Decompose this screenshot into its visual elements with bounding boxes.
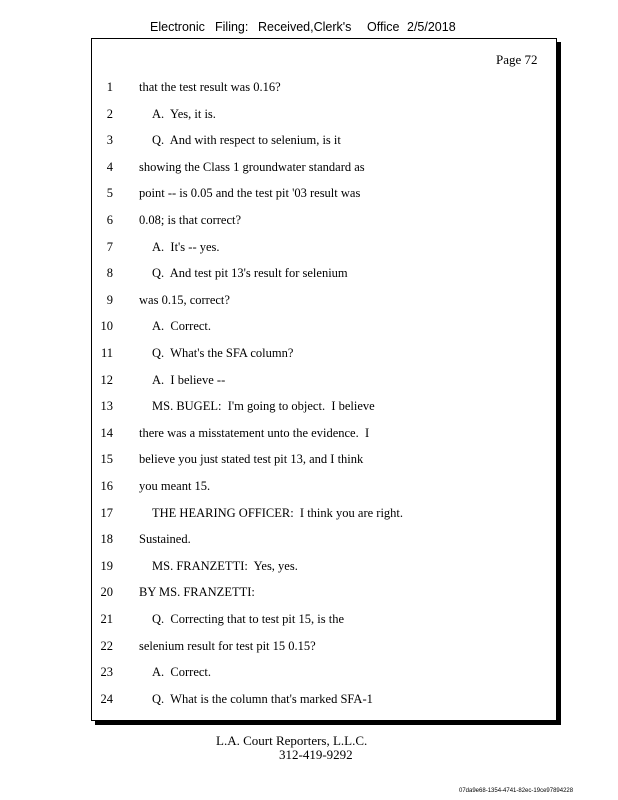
transcript-line — [92, 506, 556, 524]
transcript-line — [92, 532, 556, 550]
line-number: 16 — [100, 479, 113, 493]
transcript-line — [92, 373, 556, 391]
transcript-line — [92, 665, 556, 683]
line-text: Q. What is the column that's marked SFA-1 — [152, 691, 373, 706]
line-text: there was a misstatement unto the evidence. I — [139, 425, 370, 440]
header-word-filing: Filing: — [215, 20, 249, 34]
line-text: Q. And with respect to selenium, is it — [152, 133, 341, 148]
line-number: 4 — [106, 159, 113, 174]
line-text: believe you just stated test pit 13, and I think — [139, 452, 364, 467]
line-text: MS. BUGEL: I'm going to object. I believe — [152, 399, 375, 414]
transcript-line — [92, 213, 556, 231]
line-text: BY MS. FRANZETTI: — [139, 585, 255, 600]
line-number: 17 — [100, 505, 113, 520]
line-number: 18 — [100, 532, 113, 547]
line-number: 12 — [100, 372, 113, 387]
header-word-received: Received,Clerk's — [258, 20, 352, 34]
line-text: Q. What's the SFA column? — [152, 346, 294, 360]
transcript-line — [92, 612, 556, 630]
transcript-line — [92, 639, 556, 657]
line-number: 22 — [100, 638, 113, 653]
footer-company: L.A. Court Reporters, L.L.C. — [216, 733, 368, 748]
line-text: Q. And test pit 13's result for selenium — [152, 266, 348, 281]
line-text: was 0.15, correct? — [139, 292, 230, 307]
line-text: THE HEARING OFFICER: I think you are right. — [152, 505, 404, 520]
transcript-line — [92, 160, 556, 178]
line-text: you meant 15. — [139, 479, 211, 493]
line-number: 13 — [100, 399, 113, 414]
transcript-line — [92, 559, 556, 577]
transcript-line — [92, 452, 556, 470]
line-number: 24 — [100, 691, 113, 706]
line-number: 23 — [100, 665, 113, 680]
transcript-line — [92, 293, 556, 311]
transcript-line — [92, 426, 556, 444]
footer-phone: 312-419-9292 — [279, 747, 353, 762]
electronic-filing-header — [0, 20, 618, 36]
transcript-line — [92, 692, 556, 710]
line-number: 3 — [106, 133, 113, 148]
transcript-line — [92, 240, 556, 258]
page-number: Page 72 — [496, 52, 538, 67]
transcript-line — [92, 319, 556, 337]
transcript-page — [91, 38, 557, 721]
line-number: 6 — [106, 213, 113, 227]
line-number: 5 — [106, 186, 113, 201]
line-number: 9 — [106, 292, 113, 307]
transcript-line — [92, 186, 556, 204]
transcript-line — [92, 107, 556, 125]
line-text: Q. Correcting that to test pit 15, is the — [152, 612, 344, 626]
transcript-line — [92, 346, 556, 364]
line-number: 20 — [100, 585, 113, 600]
line-number: 1 — [106, 80, 113, 94]
line-text: A. I believe -- — [152, 372, 226, 387]
transcript-line — [92, 399, 556, 417]
line-number: 8 — [106, 266, 113, 281]
line-text: 0.08; is that correct? — [139, 213, 242, 227]
line-text: showing the Class 1 groundwater standard as — [139, 159, 365, 174]
line-number: 21 — [100, 612, 113, 626]
line-text: A. Correct. — [152, 665, 212, 680]
line-text: selenium result for test pit 15 0.15? — [139, 638, 316, 653]
line-text: Sustained. — [139, 532, 191, 547]
transcript-line — [92, 266, 556, 284]
transcript-line — [92, 585, 556, 603]
transcript-line — [92, 479, 556, 497]
header-word-office: Office — [367, 20, 400, 34]
document-hash: 07da9e68-1354-4741-82ec-19ce97894228 — [459, 788, 574, 794]
line-text: that the test result was 0.16? — [139, 80, 281, 94]
line-text: MS. FRANZETTI: Yes, yes. — [152, 558, 298, 573]
header-word-electronic: Electronic — [150, 20, 205, 34]
line-number: 19 — [100, 558, 113, 573]
transcript-line — [92, 80, 556, 98]
line-text: A. It's -- yes. — [152, 239, 220, 254]
header-word-date: 2/5/2018 — [407, 20, 456, 34]
line-text: A. Yes, it is. — [152, 106, 216, 121]
line-number: 2 — [106, 106, 113, 121]
line-text: A. Correct. — [152, 319, 212, 334]
line-number: 7 — [106, 239, 113, 254]
line-number: 10 — [100, 319, 113, 334]
transcript-line — [92, 133, 556, 151]
line-number: 14 — [100, 425, 113, 440]
line-number: 11 — [100, 346, 113, 360]
line-number: 15 — [100, 452, 113, 467]
line-text: point -- is 0.05 and the test pit '03 result was — [139, 186, 361, 201]
